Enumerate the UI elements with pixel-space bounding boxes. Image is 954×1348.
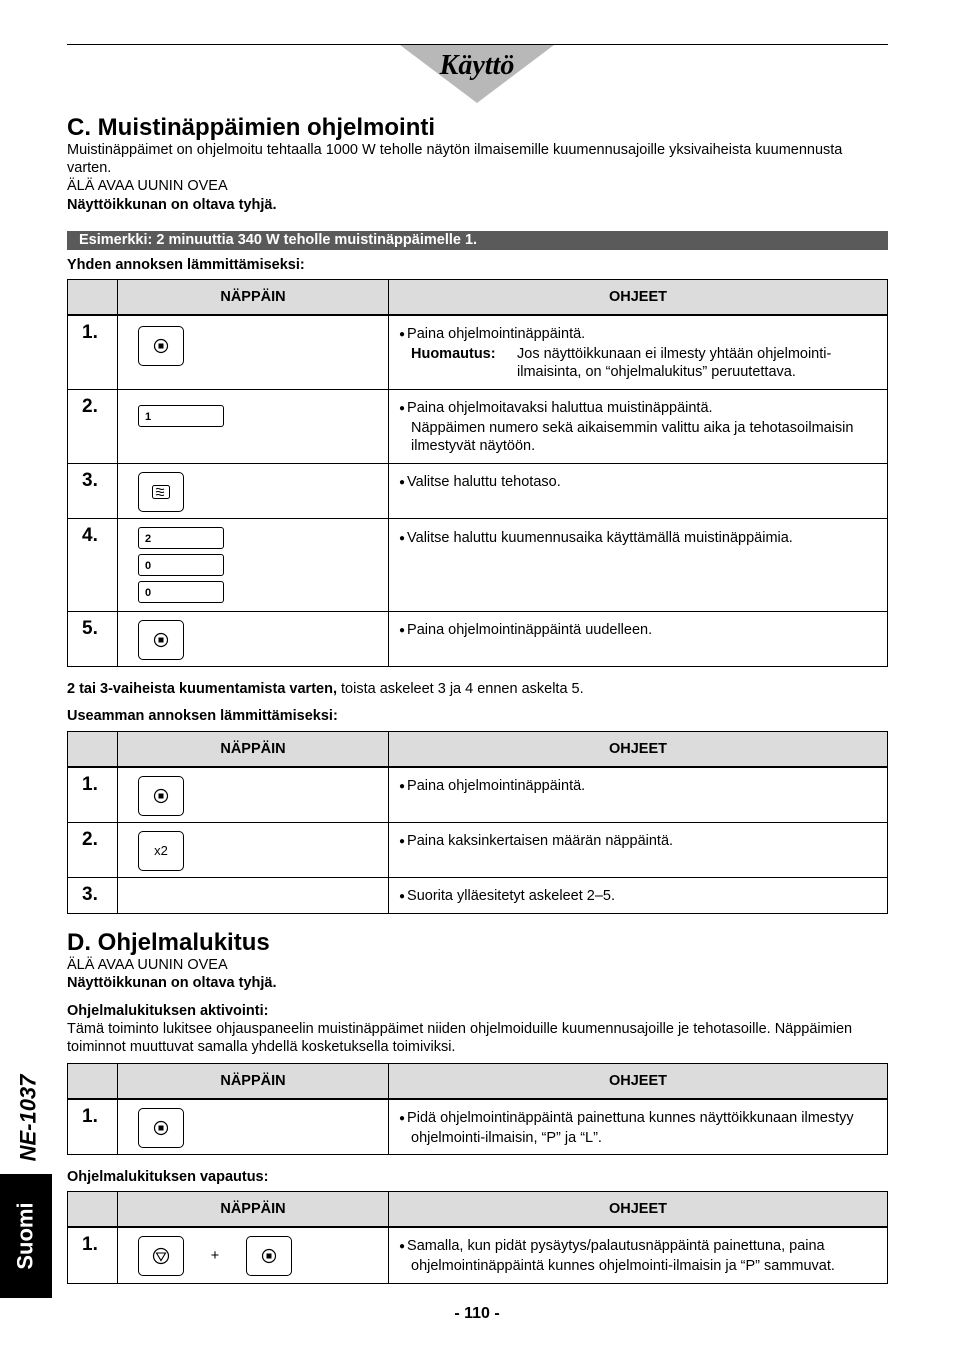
step-text: ● Paina ohjelmointinäppäintä. — [399, 778, 585, 794]
sidebar-model — [8, 1070, 48, 1166]
program-key-button[interactable] — [138, 326, 184, 366]
table-row — [68, 1227, 888, 1283]
program-key-icon — [153, 632, 169, 648]
program-key-icon — [153, 1120, 169, 1136]
lock-activate-table — [67, 1063, 888, 1155]
table-row — [68, 315, 888, 389]
memory-key-2[interactable]: 2 — [138, 527, 224, 549]
step-number: 1. — [68, 767, 118, 822]
section-c-display-note: Näyttöikkunan on oltava tyhjä. — [67, 197, 277, 213]
single-portion-heading: Yhden annoksen lämmittämiseksi: — [67, 257, 305, 273]
step-text: ● Suorita ylläesitetyt askeleet 2–5. — [399, 888, 615, 904]
step-text-2: Näppäimen numero sekä aikaisemmin valittu aika ja tehotasoilmaisin ilmestyvät näytöön. — [411, 419, 854, 454]
language-tab-label-wrap — [0, 1174, 52, 1298]
multi-stage-text: toista askeleet 3 ja 4 ennen askelta 5. — [336, 681, 584, 697]
step-number: 2. — [68, 389, 118, 463]
program-key-button[interactable] — [138, 1108, 184, 1148]
note-label: Huomautus: — [411, 346, 496, 362]
page-number: - 110 - — [454, 1305, 500, 1322]
language-label: Suomi — [13, 1202, 39, 1270]
section-c-intro: Muistinäppäimet on ohjelmoitu tehtaalla 1000 W teholle näytön ilmaisemille kuumennusajoille yksivaiheista kuumennusta varten. — [67, 142, 843, 176]
section-c-title: C. Muistinäppäimien ohjelmointi — [67, 114, 436, 141]
memory-key-0[interactable]: 0 — [138, 581, 224, 603]
model-label: NE-1037 — [15, 1074, 40, 1162]
col-header-instructions: OHJEET — [389, 732, 888, 768]
lock-release-table — [67, 1191, 888, 1284]
program-key-button[interactable] — [246, 1236, 292, 1276]
section-d-display-note: Näyttöikkunan on oltava tyhjä. — [67, 975, 277, 991]
memory-key-0[interactable]: 0 — [138, 554, 224, 576]
step-number: 3. — [68, 463, 118, 518]
step-number: 1. — [68, 1099, 118, 1154]
step-text: ● Paina ohjelmointinäppäintä. — [399, 326, 585, 342]
multi-portion-table — [67, 731, 888, 914]
program-key-icon — [261, 1248, 277, 1264]
step-number: 4. — [68, 518, 118, 611]
table-row — [68, 463, 888, 518]
memory-key-1[interactable]: 1 — [138, 405, 224, 427]
step-text: ● Paina ohjelmointinäppäintä uudelleen. — [399, 622, 652, 638]
multi-portion-heading: Useamman annoksen lämmittämiseksi: — [67, 708, 338, 724]
table-row — [68, 767, 888, 822]
multi-stage-note — [67, 680, 584, 698]
col-header-key: NÄPPÄIN — [118, 1064, 389, 1100]
step-number: 5. — [68, 611, 118, 666]
lock-release-heading: Ohjelmalukituksen vapautus: — [67, 1169, 269, 1185]
col-header-key: NÄPPÄIN — [118, 1192, 389, 1228]
step-number: 2. — [68, 822, 118, 877]
table-row — [68, 389, 888, 463]
stop-reset-icon — [152, 1247, 170, 1265]
step-text: ● Samalla, kun pidät pysäytys/palautusnäppäintä painettuna, paina ohjelmointinäppäintä kunnes ohjelmointi-ilmaisin ja “P” sammuvat. — [399, 1238, 835, 1274]
col-header-instructions: OHJEET — [389, 280, 888, 316]
table-row — [68, 877, 888, 913]
col-header-key: NÄPPÄIN — [118, 280, 389, 316]
step-number: 1. — [68, 315, 118, 389]
program-key-icon — [153, 338, 169, 354]
step-text: ● Paina kaksinkertaisen määrän näppäintä. — [399, 833, 673, 849]
lock-activate-text: Tämä toiminto lukitsee ohjauspaneelin muistinäppäimet niiden ohjelmoiduille kuumennusajoille je tehotasoille. Näppäimien toiminnot muuttuvat samalla yhdellä kosketuksella toimiviksi. — [67, 1021, 853, 1055]
program-key-button[interactable] — [138, 620, 184, 660]
double-quantity-button[interactable]: x2 — [138, 831, 184, 871]
col-header-key: NÄPPÄIN — [118, 732, 389, 768]
stop-reset-button[interactable] — [138, 1236, 184, 1276]
power-level-button[interactable] — [138, 472, 184, 512]
example-bar: Esimerkki: 2 minuuttia 340 W teholle muistinäppäimelle 1. — [67, 231, 888, 250]
step-text: ● Valitse haluttu kuumennusaika käyttämällä muistinäppäimia. — [399, 530, 793, 546]
step-text: ● Pidä ohjelmointinäppäintä painettuna kunnes näyttöikkunaan ilmestyy ohjelmointi-ilmaisin, “P” ja “L”. — [399, 1110, 854, 1146]
header-title: Käyttö — [439, 50, 515, 81]
section-d-warning: ÄLÄ AVAA UUNIN OVEA — [67, 957, 228, 973]
step-number: 3. — [68, 877, 118, 913]
table-row — [68, 822, 888, 877]
multi-stage-bold: 2 tai 3-vaiheista kuumentamista varten, — [67, 681, 337, 697]
col-header-instructions: OHJEET — [389, 1192, 888, 1228]
table-row — [68, 1099, 888, 1154]
section-c-warning: ÄLÄ AVAA UUNIN OVEA — [67, 178, 228, 194]
lock-activate-heading: Ohjelmalukituksen aktivointi: — [67, 1003, 269, 1019]
program-key-button[interactable] — [138, 776, 184, 816]
step-text: ● Paina ohjelmoitavaksi haluttua muistinäppäintä. — [399, 400, 713, 416]
program-key-icon — [153, 788, 169, 804]
step-number: 1. — [68, 1227, 118, 1283]
table-row — [68, 518, 888, 611]
note-text: Jos näyttöikkunaan ei ilmesty yhtään ohjelmointi-ilmaisinta, on “ohjelmalukitus” peruutettava. — [517, 346, 832, 380]
section-d-title: D. Ohjelmalukitus — [67, 929, 270, 956]
col-header-instructions: OHJEET — [389, 1064, 888, 1100]
table-row — [68, 611, 888, 666]
single-portion-table — [67, 279, 888, 667]
power-level-icon — [152, 485, 170, 499]
plus-sign: + — [210, 1248, 220, 1264]
step-text: ● Valitse haluttu tehotaso. — [399, 474, 561, 490]
